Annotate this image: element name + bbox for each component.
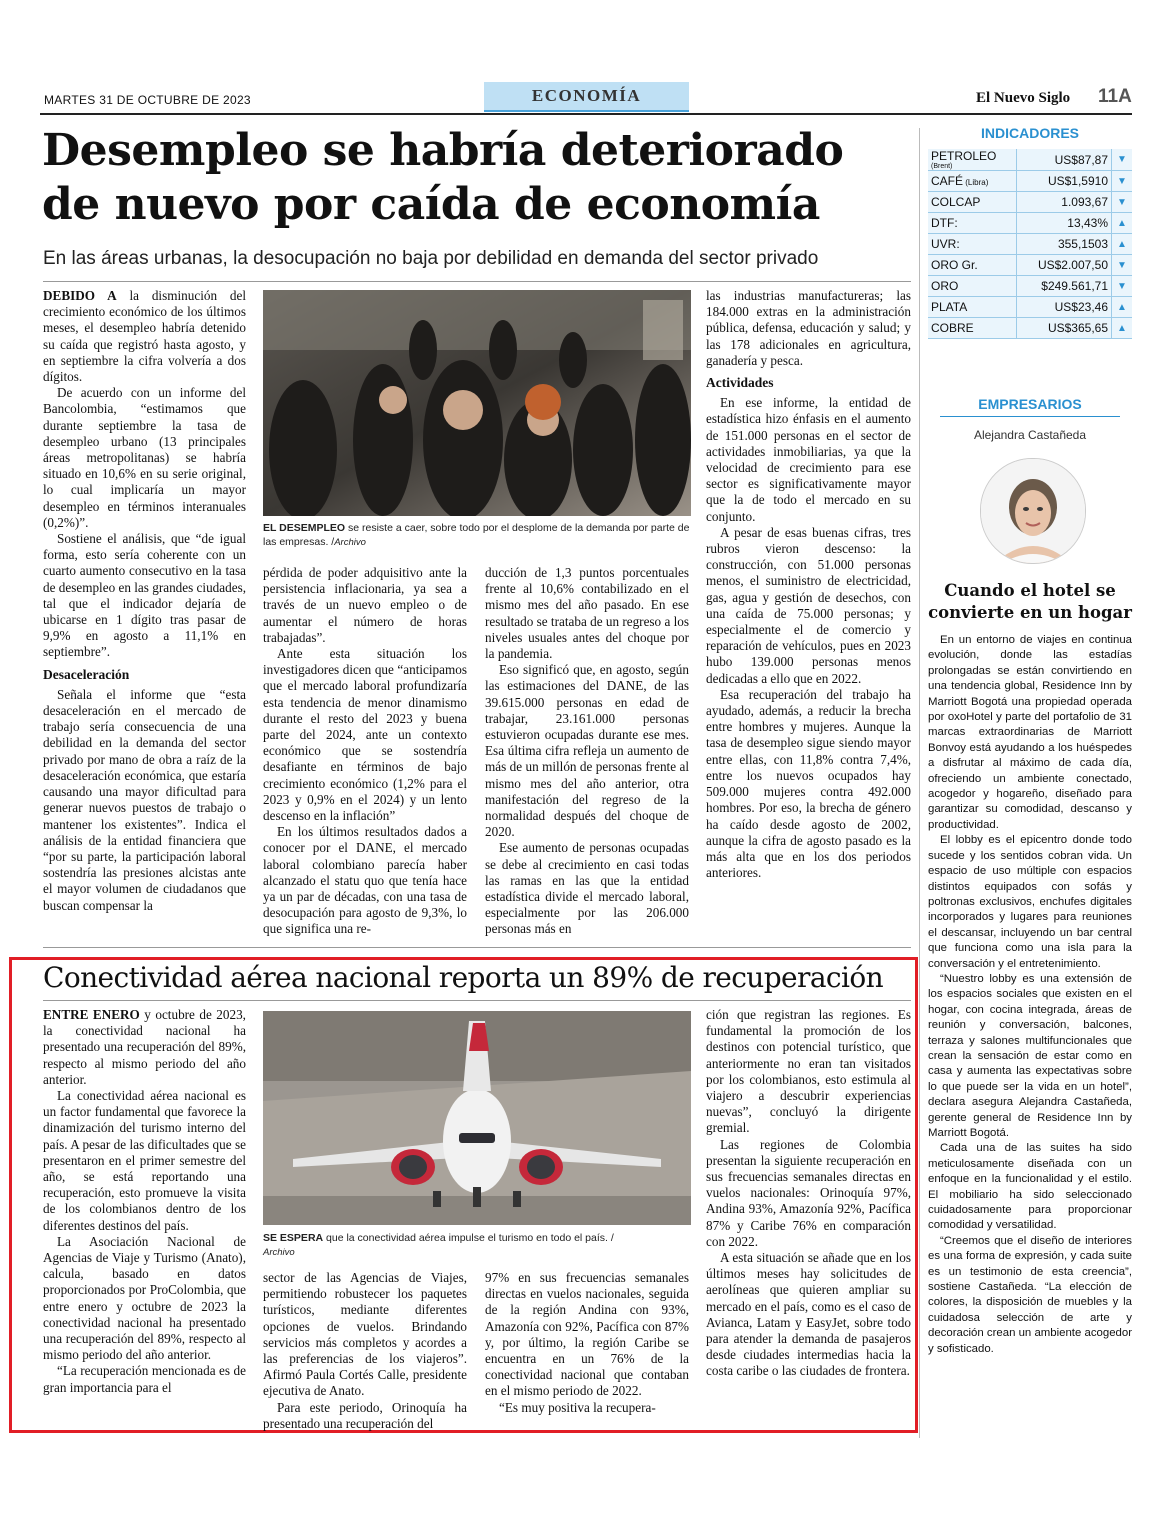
indicator-value: US$365,65: [1017, 318, 1112, 339]
article-separator: [43, 947, 911, 948]
article2-column-2: sector de las Agencias de Viajes, permitiendo robustecer los paquetes turísticos, mediante diferentes opciones de vuelos. Brindando servicios más completos y acordes a las preferencias de los viajeros”. Afirmó Paula Cortés Calle, presidente ejecutiva de Anato. Para este periodo, Orinoquía ha presentado una recuperación del: [263, 1270, 467, 1431]
newspaper-name: El Nuevo Siglo: [976, 90, 1071, 106]
indicator-name: PLATA: [928, 297, 1017, 318]
indicator-row: [928, 192, 1132, 213]
indicator-name: ORO: [928, 276, 1017, 297]
article2-headline: Conectividad aérea nacional reporta un 89% de recuperación: [43, 961, 884, 994]
subhead-rule: [43, 281, 911, 282]
article1-headline: Desempleo se habría deteriorado de nuevo por caída de economía: [42, 125, 844, 230]
sidebar-headline: Cuando el hotel se convierte en un hogar: [928, 581, 1132, 622]
indicator-value: 1.093,67: [1017, 192, 1112, 213]
arrow-down-icon: ▼: [1112, 171, 1133, 192]
article2-column-1: ENTRE ENERO y octubre de 2023, la conectividad nacional ha presentado una recuperación del 89%, respecto al mismo periodo del año anterior. La conectividad aérea nacional es un factor fundamental que favorece la dinamización del turismo interno del país. A pesar de las dificultades que se presentaron en el primer semestre del año, se está reportando una recuperación, esto promueve la visita de los colombianos dentro de los diferentes destinos del país. La Asociación Nacional de Agencias de Viaje y Turismo (Anato), calcula, basado en datos proporcionados por ProColombia, que entre enero y octubre de 2023 la conectividad nacional ha presentado una recuperación del 89%, respecto al mismo periodo del año anterior. “La recuperación mencionada es de gran importancia para el: [43, 1007, 246, 1395]
indicator-value: 13,43%: [1017, 213, 1112, 234]
indicator-row: [928, 318, 1132, 339]
arrow-down-icon: ▼: [1112, 255, 1133, 276]
indicator-value: 355,1503: [1017, 234, 1112, 255]
arrow-up-icon: ▲: [1112, 234, 1133, 255]
indicator-row: [928, 234, 1132, 255]
indicator-name: PETROLEO (Brent): [928, 149, 1017, 171]
indicator-value: US$2.007,50: [1017, 255, 1112, 276]
arrow-up-icon: ▲: [1112, 213, 1133, 234]
business-title: EMPRESARIOS: [978, 396, 1082, 412]
article1-column-3: ducción de 1,3 puntos porcentuales frente al 10,6% contabilizado en el mismo mes del año pasado. En ese resultado se trataba de un regreso a los niveles usuales antes del choque por la pandemia. Eso significó que, en agosto, según las estimaciones del DANE, de las 39.615.000 personas en edad de trabajar, 23.161.000 personas estuvieron ocupadas durante ese mes. Esa última cifra refleja un aumento de más de un millón de personas frente al mismo mes del año anterior, otra manifestación del regreso de la normalidad después del choque de 2020. Ese aumento de personas ocupadas se debe al crecimiento en casi todas las ramas en las que la entidad estadística divide el mercado laboral, especialmente por las 206.000 personas más en: [485, 565, 689, 937]
arrow-up-icon: ▲: [1112, 297, 1133, 318]
indicator-row: [928, 297, 1132, 318]
indicator-name: COLCAP: [928, 192, 1017, 213]
sidebar-article-body: En un entorno de viajes en continua evolución, donde las estadías prolongadas se están convirtiendo en una tendencia global, Residence Inn by Marriott Bogotá una propiedad operada por oxoHotel y parte del portafolio de 31 marcas extraordinarias de Marriott Bonvoy está ayudando a los huéspedes a disfrutar al máximo de cada día, ofreciendo un ambiente conectado, acogedor y hogareño, diseñado para garantizar su comodidad, descanso y productividad. El lobby es el epicentro donde todo sucede y los sentidos cobran vida. Un espacio de uso múltiple con espacios distintos equipados con sofás y poltronas exclusivos, enchufes digitales incorporados y lugares para reuniones el descansar, incluyendo un bar central que funciona como una isla para la conversación y el entretenimiento. “Nuestro lobby es una extensión de los espacios sociales que existen en el hogar, con cocina integrada, áreas de reunión y conversación, balcones, terraza y salones multifuncionales que crean la sensación de estar como en casa y aumenta las expectativas sobre lo que puede ser la vida en un hotel”, declara asegura Alejandra Castañeda, gerente general de Residence Inn by Marriott Bogotá. Cada una de las suites ha sido meticulosamente diseñada con un enfoque en la funcionalidad y el estilo. El mobiliario ha sido seleccionado cuidadosamente para proporcionar comodidad y versatilidad. “Creemos que el diseño de interiores es una forma de expresión, y cada suite es un testimonio de esta creencia”, sostiene Castañeda. “La elección de colores, la disposición de muebles y la cuidadosa selección de arte y decoración crean un ambiente acogedor y sofisticado.: [928, 634, 1132, 1355]
indicator-name: UVR:: [928, 234, 1017, 255]
author-portrait: [980, 458, 1086, 564]
indicator-name: DTF:: [928, 213, 1017, 234]
arrow-up-icon: ▲: [1112, 318, 1133, 339]
article1-column-2: pérdida de poder adquisitivo ante la persistencia inflacionaria, ya sea a través de un nuevo empleo o de aumentar el número de horas trabajadas”. Ante esta situación los investigadores dicen que “anticipamos que el mercado laboral profundizaría esta tendencia de menor dinamismo durante el resto del 2023 y buena parte del 2024, ante un contexto económico que se sostendría desafiante en términos de bajo crecimiento económico (1,2% para el 2023 y 0,9% en el 2024) y un lento descenso en la inflación” En los últimos resultados dados a conocer por el DANE, el mercado laboral colombiano parecía haber alcanzado el statu quo que tenía hace ya un par de décadas, con una tasa de desocupación para agosto de 9,3%, lo que significa una re-: [263, 565, 467, 937]
indicator-value: US$1,5910: [1017, 171, 1112, 192]
article2-column-3: 97% en sus frecuencias semanales directas en vuelos nacionales, seguida de la región Andina con 93%, Amazonía con 92%, Pacífica con 87% y, por último, la región Caribe se encuentra en un 76% de la conectividad nacional que contaban en el mismo periodo de 2022. “Es muy positiva la recupera-: [485, 1270, 689, 1415]
article2-column-4: ción que registran las regiones. Es fundamental la promoción de los destinos con potencial turístico, que anteriormente no eran tan visitados por los colombianos, esto estimula al viajero a descubrir experiencias nuevas”, concluyó la dirigente gremial. Las regiones de Colombia presentan la siguiente recuperación en sus frecuencias semanales directas en vuelos nacionales: Orinoquía 97%, Andina 93%, Amazonía 92%, Pacífica 87% y Caribe 76% en comparación con 2022. A esta situación se añade que en los últimos meses hay solicitudes de aerolíneas que quieren ampliar su mercado en el país, como es el caso de Avianca, Latam y EasyJet, sobre todo para atender la demanda de pasajeros desde ciudades intermedias hacia la costa caribe o las ciudades de frontera.: [706, 1007, 911, 1379]
arrow-down-icon: ▼: [1112, 149, 1133, 171]
article1-subhead: En las áreas urbanas, la desocupación no baja por debilidad en demanda del sector privado: [43, 248, 819, 269]
indicator-name: ORO Gr.: [928, 255, 1017, 276]
page-number: 11A: [1098, 86, 1132, 107]
indicator-value: $249.561,71: [1017, 276, 1112, 297]
article1-photo-caption: EL DESEMPLEO se resiste a caer, sobre todo por el desplome de la demanda por parte de las empresas. /Archivo: [263, 522, 690, 548]
issue-date: MARTES 31 DE OCTUBRE DE 2023: [44, 93, 251, 107]
indicator-row: [928, 276, 1132, 297]
section-label: ECONOMÍA: [484, 82, 689, 112]
indicator-name: COBRE: [928, 318, 1017, 339]
arrow-down-icon: ▼: [1112, 276, 1133, 297]
indicators-title: INDICADORES: [980, 125, 1079, 141]
article1-column-4: las industrias manufactureras; las 184.000 extras en la administración pública, defensa, educación y salud; y las 178 adicionales en agricultura, ganadería y pesca. Actividades En ese informe, la entidad de estadística hizo énfasis en el aumento de 151.000 personas en el sector de actividades inmobiliarias, ya que la velocidad de crecimiento para ese sector es significativamente mayor que la de todo el mercado en su conjunto. A pesar de esas buenas cifras, tres rubros vieron descenso: la construcción, con 51.000 personas menos, el suministro de electricidad, gas, agua y gestión de desechos, con una caída de 75.000 personas; y especialmente el de comercio y reparación de vehículos, pues en 2023 hubo 139.000 personas menos dedicadas a ello que en 2022. Esa recuperación del trabajo ha ayudado, además, a reducir la brecha entre hombres y mujeres. Aunque la tasa de desempleo sigue siendo mayor entre ellas, con 11,8% contra 7,4%, entre los nuevos ocupados hay 509.000 mujeres contra 492.000 hombres. Por eso, la brecha de género ha caído desde agosto de 2002, aunque la cifra de agosto pasado es la más alta que en los dos periodos anteriores.: [706, 288, 911, 881]
article2-photo-caption: SE ESPERA que la conectividad aérea impulse el turismo en todo el país. / Archivo: [263, 1232, 614, 1258]
indicator-row: [928, 213, 1132, 234]
indicator-value: US$23,46: [1017, 297, 1112, 318]
indicator-name: CAFÉ (Libra): [928, 171, 1017, 192]
arrow-down-icon: ▼: [1112, 192, 1133, 213]
article1-column-1: DEBIDO A la disminución del crecimiento económico de los últimos meses, el desempleo habría detenido su caída que registró hasta agosto, y en septiembre la cifra volvería a dos dígitos. De acuerdo con un informe del Bancolombia, “estimamos que durante septiembre la tasa de desempleo urbano (13 principales áreas metropolitanas) se habría situado en 10,6% en su serie original, lo cual implicaría un mayor desempleo en términos interanuales (0,2%)”. Sostiene el análisis, que “de igual forma, esto sería coherente con un cuarto aumento consecutivo en la tasa de desempleo en las grandes ciudades, tal que el indicador dejaría de ubicarse en 1 dígito tras pasar de 9,9% en agosto a 11,1% en septiembre”. Desaceleración Señala el informe que “esta desaceleración en el mercado de trabajo sería consecuencia de una debilidad en la demanda del sector privado por mano de obra a raíz de la desaceleración económica, que estaría causando una mayor dificultad para generar nuevos puestos de trabajo o mantener los existentes”. Indica el análisis de la entidad financiera que “por su parte, la participación laboral sostendría las presiones alcistas ante el mayor volumen de ciudadanos que buscan compensar la: [43, 288, 246, 913]
header-rule: [40, 113, 1132, 115]
airplane-photo: [263, 1011, 691, 1225]
indicators-table: [928, 149, 1132, 339]
article2-rule: [43, 1000, 911, 1001]
indicator-row: [928, 171, 1132, 192]
indicator-value: US$87,87: [1017, 149, 1112, 171]
unemployment-crowd-photo: [263, 290, 691, 516]
indicator-row: [928, 255, 1132, 276]
business-title-rule: [940, 416, 1120, 417]
author-name: Alejandra Castañeda: [973, 428, 1087, 442]
indicator-row: [928, 149, 1132, 171]
sidebar-divider: [919, 128, 920, 1438]
